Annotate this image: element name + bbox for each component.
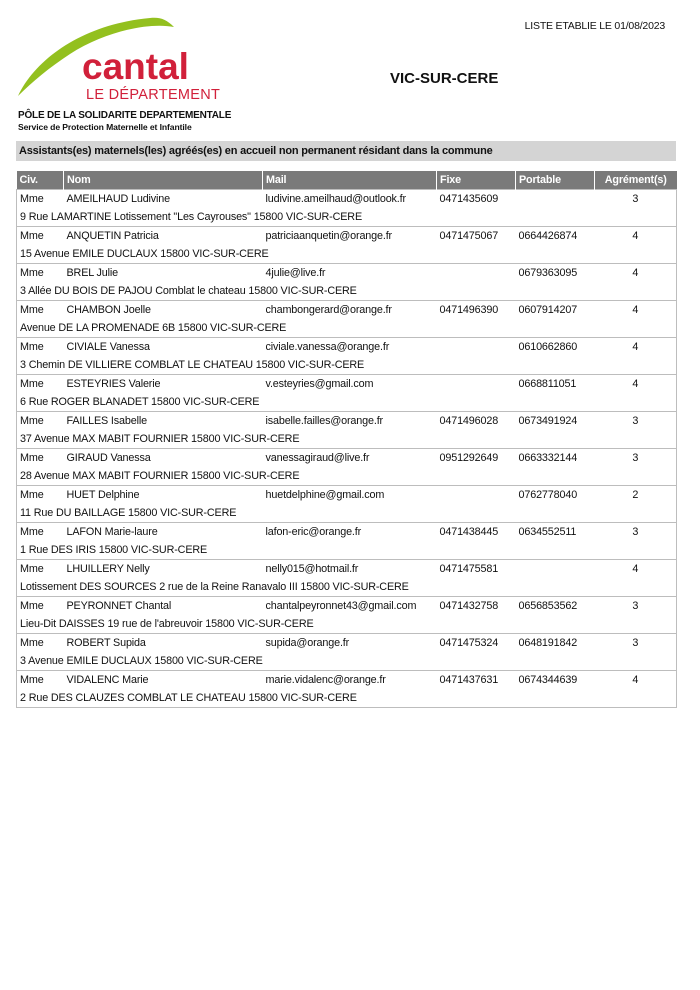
cell-agrement: 4 — [595, 671, 677, 689]
table-row — [17, 486, 677, 504]
table-row-address — [17, 244, 677, 264]
table-row-address — [17, 318, 677, 338]
table-row-address — [17, 392, 677, 412]
table-row-address — [17, 577, 677, 597]
table-row-address — [17, 651, 677, 671]
table-row-address — [17, 688, 677, 708]
pole-block — [18, 110, 231, 132]
table-header — [17, 171, 677, 190]
logo-name: cantal — [82, 46, 189, 87]
cell-adresse: 3 Avenue EMILE DUCLAUX 15800 VIC-SUR-CERE — [17, 651, 677, 671]
cell-portable: 0668811051 — [516, 375, 595, 393]
cell-civ: Mme — [17, 523, 64, 541]
cell-adresse: 3 Chemin DE VILLIERE COMBLAT LE CHATEAU 15800 VIC-SUR-CERE — [17, 355, 677, 375]
cell-civ: Mme — [17, 264, 64, 282]
cell-fixe: 0471437631 — [437, 671, 516, 689]
cell-mail: ludivine.ameilhaud@outlook.fr — [263, 190, 437, 208]
table-row — [17, 449, 677, 467]
cell-fixe: 0471496028 — [437, 412, 516, 430]
table-row-address — [17, 281, 677, 301]
cell-fixe — [437, 264, 516, 282]
cell-fixe: 0471435609 — [437, 190, 516, 208]
table-row — [17, 190, 677, 208]
cell-fixe: 0471432758 — [437, 597, 516, 615]
cell-fixe: 0471438445 — [437, 523, 516, 541]
cell-agrement: 3 — [595, 597, 677, 615]
cell-fixe: 0471475067 — [437, 227, 516, 245]
cell-mail: chambongerard@orange.fr — [263, 301, 437, 319]
cell-mail: nelly015@hotmail.fr — [263, 560, 437, 578]
cell-agrement: 4 — [595, 560, 677, 578]
cell-nom: AMEILHAUD Ludivine — [64, 190, 263, 208]
cell-adresse: 28 Avenue MAX MABIT FOURNIER 15800 VIC-SUR-CERE — [17, 466, 677, 486]
cell-portable: 0656853562 — [516, 597, 595, 615]
table-row-address — [17, 355, 677, 375]
cell-civ: Mme — [17, 227, 64, 245]
cell-portable — [516, 190, 595, 208]
cell-adresse: 6 Rue ROGER BLANADET 15800 VIC-SUR-CERE — [17, 392, 677, 412]
col-mail: Mail — [263, 171, 437, 190]
cell-civ: Mme — [17, 375, 64, 393]
cell-nom: BREL Julie — [64, 264, 263, 282]
cell-fixe: 0471496390 — [437, 301, 516, 319]
cell-civ: Mme — [17, 597, 64, 615]
cantal-logo — [14, 14, 224, 106]
cell-nom: ANQUETIN Patricia — [64, 227, 263, 245]
cell-agrement: 4 — [595, 301, 677, 319]
cell-nom: PEYRONNET Chantal — [64, 597, 263, 615]
table-row — [17, 412, 677, 430]
cell-civ: Mme — [17, 338, 64, 356]
cell-mail: v.esteyries@gmail.com — [263, 375, 437, 393]
cell-civ: Mme — [17, 412, 64, 430]
cell-mail: lafon-eric@orange.fr — [263, 523, 437, 541]
table-row-address — [17, 466, 677, 486]
col-fixe: Fixe — [437, 171, 516, 190]
cell-portable: 0634552511 — [516, 523, 595, 541]
cell-agrement: 3 — [595, 190, 677, 208]
cell-nom: ESTEYRIES Valerie — [64, 375, 263, 393]
cell-adresse: Lotissement DES SOURCES 2 rue de la Reine Ranavalo III 15800 VIC-SUR-CERE — [17, 577, 677, 597]
cell-adresse: 11 Rue DU BAILLAGE 15800 VIC-SUR-CERE — [17, 503, 677, 523]
table-row — [17, 597, 677, 615]
col-agrement: Agrément(s) — [595, 171, 677, 190]
table-row-address — [17, 540, 677, 560]
table-row-address — [17, 503, 677, 523]
cell-agrement: 3 — [595, 523, 677, 541]
table-body — [17, 190, 677, 708]
cell-adresse: 3 Allée DU BOIS DE PAJOU Comblat le chateau 15800 VIC-SUR-CERE — [17, 281, 677, 301]
table-row — [17, 301, 677, 319]
table-row-address — [17, 429, 677, 449]
cell-mail: civiale.vanessa@orange.fr — [263, 338, 437, 356]
cell-nom: VIDALENC Marie — [64, 671, 263, 689]
table-row — [17, 264, 677, 282]
pole-name: PÔLE DE LA SOLIDARITE DEPARTEMENTALE — [18, 110, 232, 121]
cell-adresse: 1 Rue DES IRIS 15800 VIC-SUR-CERE — [17, 540, 677, 560]
cell-fixe — [437, 486, 516, 504]
logo-subtitle: LE DÉPARTEMENT — [86, 87, 221, 103]
table-row — [17, 523, 677, 541]
cantal-swoosh-icon — [14, 14, 224, 106]
col-civ: Civ. — [17, 171, 64, 190]
cell-agrement: 2 — [595, 486, 677, 504]
cell-adresse: Lieu-Dit DAISSES 19 rue de l'abreuvoir 15800 VIC-SUR-CERE — [17, 614, 677, 634]
cell-mail: 4julie@live.fr — [263, 264, 437, 282]
cell-fixe — [437, 375, 516, 393]
table-row-address — [17, 207, 677, 227]
service-name: Service de Protection Maternelle et Infantile — [18, 122, 192, 132]
cell-agrement: 4 — [595, 338, 677, 356]
cell-portable: 0648191842 — [516, 634, 595, 652]
cell-civ: Mme — [17, 190, 64, 208]
cell-nom: GIRAUD Vanessa — [64, 449, 263, 467]
cell-nom: LAFON Marie-laure — [64, 523, 263, 541]
cell-mail: supida@orange.fr — [263, 634, 437, 652]
cell-portable — [516, 560, 595, 578]
table-row — [17, 227, 677, 245]
cell-nom: HUET Delphine — [64, 486, 263, 504]
cell-adresse: 9 Rue LAMARTINE Lotissement "Les Cayrouses" 15800 VIC-SUR-CERE — [17, 207, 677, 227]
cell-civ: Mme — [17, 634, 64, 652]
table-row-address — [17, 614, 677, 634]
cell-fixe: 0951292649 — [437, 449, 516, 467]
cell-portable: 0663332144 — [516, 449, 595, 467]
cell-nom: CIVIALE Vanessa — [64, 338, 263, 356]
list-date: LISTE ETABLIE LE 01/08/2023 — [524, 20, 665, 32]
cell-mail: chantalpeyronnet43@gmail.com — [263, 597, 437, 615]
table-row — [17, 560, 677, 578]
table-row — [17, 375, 677, 393]
cell-civ: Mme — [17, 301, 64, 319]
assistants-table — [16, 171, 677, 708]
cell-portable: 0673491924 — [516, 412, 595, 430]
cell-mail: marie.vidalenc@orange.fr — [263, 671, 437, 689]
cell-agrement: 3 — [595, 449, 677, 467]
table-row — [17, 671, 677, 689]
cell-portable: 0674344639 — [516, 671, 595, 689]
cell-agrement: 3 — [595, 412, 677, 430]
cell-fixe: 0471475324 — [437, 634, 516, 652]
cell-agrement: 3 — [595, 634, 677, 652]
col-nom: Nom — [64, 171, 263, 190]
cell-civ: Mme — [17, 560, 64, 578]
cell-civ: Mme — [17, 449, 64, 467]
table-row — [17, 634, 677, 652]
cell-mail: patriciaanquetin@orange.fr — [263, 227, 437, 245]
cell-nom: LHUILLERY Nelly — [64, 560, 263, 578]
cell-portable: 0607914207 — [516, 301, 595, 319]
cell-portable: 0679363095 — [516, 264, 595, 282]
cell-portable: 0664426874 — [516, 227, 595, 245]
cell-civ: Mme — [17, 486, 64, 504]
cell-adresse: Avenue DE LA PROMENADE 6B 15800 VIC-SUR-CERE — [17, 318, 677, 338]
cell-nom: ROBERT Supida — [64, 634, 263, 652]
cell-adresse: 2 Rue DES CLAUZES COMBLAT LE CHATEAU 15800 VIC-SUR-CERE — [17, 688, 677, 708]
cell-agrement: 4 — [595, 375, 677, 393]
cell-mail: isabelle.failles@orange.fr — [263, 412, 437, 430]
cell-adresse: 15 Avenue EMILE DUCLAUX 15800 VIC-SUR-CERE — [17, 244, 677, 264]
cell-nom: CHAMBON Joelle — [64, 301, 263, 319]
cell-agrement: 4 — [595, 264, 677, 282]
col-portable: Portable — [516, 171, 595, 190]
table-row — [17, 338, 677, 356]
cell-civ: Mme — [17, 671, 64, 689]
cell-mail: huetdelphine@gmail.com — [263, 486, 437, 504]
cell-agrement: 4 — [595, 227, 677, 245]
cell-mail: vanessagiraud@live.fr — [263, 449, 437, 467]
cell-adresse: 37 Avenue MAX MABIT FOURNIER 15800 VIC-SUR-CERE — [17, 429, 677, 449]
list-subtitle: Assistants(es) maternels(les) agréés(es) en accueil non permanent résidant dans la commune — [16, 141, 676, 161]
cell-portable: 0610662860 — [516, 338, 595, 356]
cell-portable: 0762778040 — [516, 486, 595, 504]
cell-nom: FAILLES Isabelle — [64, 412, 263, 430]
cell-fixe — [437, 338, 516, 356]
cell-fixe: 0471475581 — [437, 560, 516, 578]
commune-title: VIC-SUR-CERE — [390, 70, 499, 87]
